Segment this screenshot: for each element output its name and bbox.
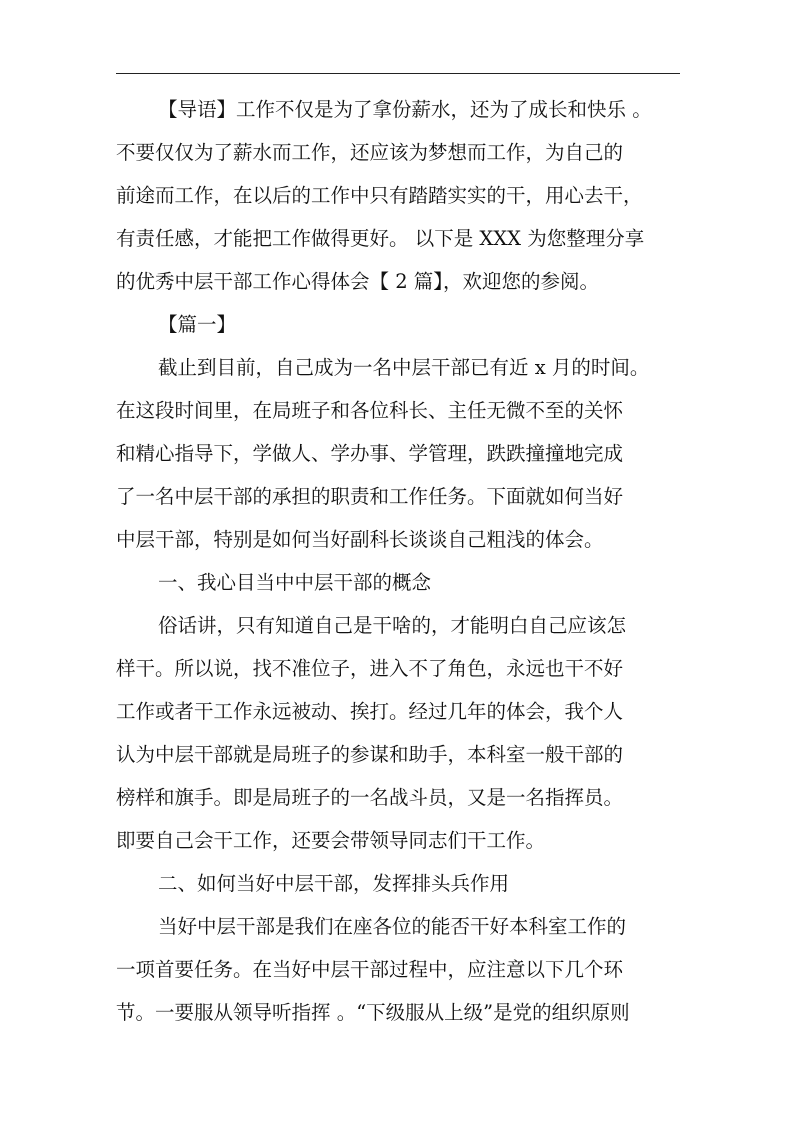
body-line: 榜样和旗手。即是局班子的一名战斗员，又是一名指挥员。 [116,786,624,809]
intro-line: 不要仅仅为了薪水而工作，还应该为梦想而工作，为自己的 [116,141,624,164]
section-heading: 【篇一】 [158,313,237,336]
body-line: 当好中层干部是我们在座各位的能否干好本科室工作的 [158,915,627,938]
body-line: 和精心指导下，学做人、学办事、学管理，跌跌撞撞地完成 [116,442,624,465]
intro-line: 的优秀中层干部工作心得体会【 2 篇】，欢迎您的参阅。 [116,270,600,293]
intro-line: 前途而工作，在以后的工作中只有踏踏实实的干，用心去干， [116,184,643,207]
body-line: 一项首要任务。在当好中层干部过程中，应注意以下几个环 [116,958,624,981]
body-line: 样干。所以说，找不准位子，进入不了角色，永远也干不好 [116,657,624,680]
body-line: 在这段时间里，在局班子和各位科长、主任无微不至的关怀 [116,399,624,422]
intro-line: 有责任感，才能把工作做得更好。 以下是 XXX 为您整理分享 [116,227,645,250]
body-line: 俗话讲，只有知道自己是干啥的，才能明白自己应该怎 [158,614,627,637]
subheading: 二、如何当好中层干部，发挥排头兵作用 [158,872,510,895]
body-line: 中层干部，特别是如何当好副科长谈谈自己粗浅的体会。 [116,528,604,551]
body-line: 工作或者干工作永远被动、挨打。经过几年的体会，我个人 [116,700,624,723]
body-line: 了一名中层干部的承担的职责和工作任务。下面就如何当好 [116,485,624,508]
body-line: 认为中层干部就是局班子的参谋和助手，本科室一般干部的 [116,743,624,766]
body-line: 即要自己会干工作，还要会带领导同志们干工作。 [116,829,546,852]
header-rule [116,73,680,74]
intro-line: 【导语】工作不仅是为了拿份薪水，还为了成长和快乐 。 [158,98,652,121]
subheading: 一、我心目当中中层干部的概念 [158,571,432,594]
body-line: 截止到目前，自己成为一名中层干部已有近 x 月的时间。 [158,356,650,379]
body-line: 节。一要服从领导听指挥 。“下级服从上级”是党的组织原则 [116,1001,630,1024]
